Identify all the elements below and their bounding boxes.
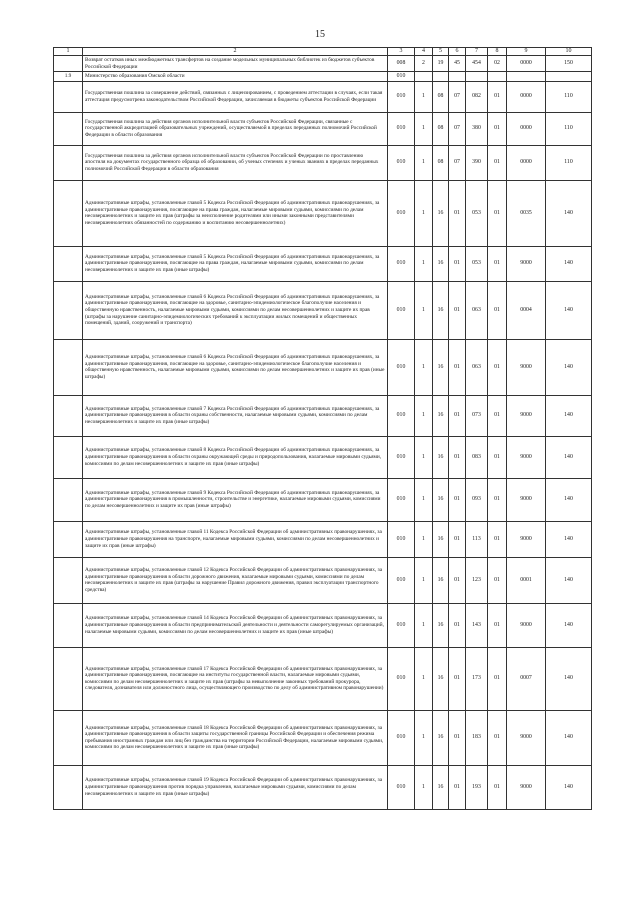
code-cell-6: 01 xyxy=(449,180,466,246)
code-cell-5: 16 xyxy=(433,647,449,710)
code-cell-7: 073 xyxy=(466,395,488,436)
code-cell-4: 1 xyxy=(415,339,433,395)
code-cell-7 xyxy=(466,72,488,82)
row-index-cell xyxy=(54,56,83,72)
code-cell-8: 01 xyxy=(488,246,507,281)
code-cell-10: 140 xyxy=(546,603,592,647)
table-row xyxy=(54,56,592,72)
code-cell-4: 1 xyxy=(415,647,433,710)
header-cell: 1 xyxy=(54,48,83,56)
code-cell-9 xyxy=(507,72,546,82)
row-description-cell: Административные штрафы, установленные главой 8 Кодекса Российской Федерации об административных правонарушениях, за административные правонарушения в области охраны окружающей среды и природопользования, налагаемые мировыми судьями, комиссиями по делам несовершеннолетних и защите их прав (иные штрафы) xyxy=(83,436,388,478)
row-index-cell xyxy=(54,112,83,145)
code-cell-5: 16 xyxy=(433,710,449,765)
row-index-cell xyxy=(54,603,83,647)
code-cell-10: 140 xyxy=(546,180,592,246)
code-cell-8 xyxy=(488,72,507,82)
code-cell-8: 01 xyxy=(488,81,507,112)
code-cell-3: 010 xyxy=(388,72,415,82)
table-row xyxy=(54,478,592,521)
code-cell-10: 140 xyxy=(546,436,592,478)
table-header-row xyxy=(54,48,592,56)
row-description-cell: Административные штрафы, установленные главой 6 Кодекса Российской Федерации об административных правонарушениях, за административные правонарушения, посягающие на здоровье, санитарно-эпидемиологическое благополучие населения и общественную нравственность, налагаемые мировыми судьями, комиссиями по делам несовершеннолетних и защите их прав (иные штрафы) xyxy=(83,339,388,395)
table-row xyxy=(54,436,592,478)
code-cell-4: 1 xyxy=(415,478,433,521)
header-cell: 3 xyxy=(388,48,415,56)
row-description-cell: Административные штрафы, установленные главой 5 Кодекса Российской Федерации об административных правонарушениях, за административные правонарушения, посягающие на права граждан, налагаемые мировыми судьями, комиссиями по делам несовершеннолетних и защите их прав (штрафы за неисполнение родителями или иными законными представителями несовершеннолетних обязанностей по содержанию и воспитанию несовершеннолетних) xyxy=(83,180,388,246)
code-cell-7: 183 xyxy=(466,710,488,765)
code-cell-9: 0007 xyxy=(507,647,546,710)
code-cell-9: 9000 xyxy=(507,603,546,647)
row-index-cell xyxy=(54,647,83,710)
code-cell-7: 083 xyxy=(466,436,488,478)
code-cell-9: 0001 xyxy=(507,557,546,603)
code-cell-7: 053 xyxy=(466,246,488,281)
code-cell-6: 01 xyxy=(449,710,466,765)
table-row xyxy=(54,603,592,647)
code-cell-7: 053 xyxy=(466,180,488,246)
row-description-cell: Административные штрафы, установленные главой 5 Кодекса Российской Федерации об административных правонарушениях, за административные правонарушения, посягающие на права граждан, налагаемые мировыми судьями, комиссиями по делам несовершеннолетних и защите их прав (иные штрафы) xyxy=(83,246,388,281)
row-index-cell xyxy=(54,339,83,395)
code-cell-8: 01 xyxy=(488,647,507,710)
page-number: 15 xyxy=(315,29,325,40)
code-cell-4 xyxy=(415,72,433,82)
code-cell-6: 01 xyxy=(449,395,466,436)
code-cell-5: 19 xyxy=(433,56,449,72)
code-cell-8: 01 xyxy=(488,180,507,246)
code-cell-10: 110 xyxy=(546,81,592,112)
code-cell-10: 110 xyxy=(546,112,592,145)
table-row xyxy=(54,647,592,710)
row-description-cell: Административные штрафы, установленные главой 9 Кодекса Российской Федерации об административных правонарушениях, за административные правонарушения в промышленности, строительстве и энергетике, налагаемые мировыми судьями, комиссиями по делам несовершеннолетних и защите их прав (иные штрафы) xyxy=(83,478,388,521)
code-cell-7: 143 xyxy=(466,603,488,647)
row-description-cell: Административные штрафы, установленные главой 14 Кодекса Российской Федерации об административных правонарушениях, за административные правонарушения в области предпринимательской деятельности и деятельности саморегулируемых организаций, налагаемые мировыми судьями, комиссиями по делам несовершеннолетних и защите их прав (иные штрафы) xyxy=(83,603,388,647)
code-cell-3: 010 xyxy=(388,521,415,557)
code-cell-5: 08 xyxy=(433,81,449,112)
code-cell-4: 1 xyxy=(415,180,433,246)
code-cell-9: 9000 xyxy=(507,521,546,557)
code-cell-3: 010 xyxy=(388,647,415,710)
code-cell-9: 0000 xyxy=(507,112,546,145)
code-cell-3: 010 xyxy=(388,603,415,647)
code-cell-3: 010 xyxy=(388,710,415,765)
code-cell-9: 0035 xyxy=(507,180,546,246)
table-row xyxy=(54,339,592,395)
code-cell-6: 01 xyxy=(449,478,466,521)
code-cell-8: 01 xyxy=(488,557,507,603)
code-cell-4: 1 xyxy=(415,436,433,478)
row-description-cell: Административные штрафы, установленные главой 18 Кодекса Российской Федерации об административных правонарушениях, за административные правонарушения в области защиты государственной границы Российской Федерации и обеспечения режима пребывания иностранных граждан или лиц без гражданства на территории Российской Федерации, налагаемые мировыми судьями, комиссиями по делам несовершеннолетних и защите их прав (иные штрафы) xyxy=(83,710,388,765)
header-cell: 8 xyxy=(488,48,507,56)
code-cell-10: 140 xyxy=(546,246,592,281)
row-description-cell: Государственная пошлина за совершение действий, связанных с лицензированием, с проведением аттестации в случаях, если такая аттестация предусмотрена законодательством Российской Федерации, зачисляемая в бюджеты субъектов Российской Федерации xyxy=(83,81,388,112)
code-cell-4: 1 xyxy=(415,557,433,603)
code-cell-9: 9000 xyxy=(507,339,546,395)
code-cell-9: 9000 xyxy=(507,765,546,809)
code-cell-3: 010 xyxy=(388,478,415,521)
table-row xyxy=(54,72,592,82)
code-cell-5: 16 xyxy=(433,557,449,603)
code-cell-10: 140 xyxy=(546,521,592,557)
code-cell-9: 0000 xyxy=(507,81,546,112)
code-cell-9: 0004 xyxy=(507,281,546,339)
table-row xyxy=(54,521,592,557)
code-cell-5: 16 xyxy=(433,339,449,395)
code-cell-6: 45 xyxy=(449,56,466,72)
code-cell-6: 01 xyxy=(449,521,466,557)
row-index-cell xyxy=(54,281,83,339)
code-cell-10: 140 xyxy=(546,765,592,809)
row-index-cell xyxy=(54,145,83,180)
code-cell-10: 140 xyxy=(546,395,592,436)
row-index-cell xyxy=(54,436,83,478)
header-cell: 7 xyxy=(466,48,488,56)
row-index-cell xyxy=(54,521,83,557)
code-cell-8: 01 xyxy=(488,145,507,180)
table-row xyxy=(54,765,592,809)
code-cell-9: 9000 xyxy=(507,478,546,521)
code-cell-6: 01 xyxy=(449,246,466,281)
code-cell-9: 9000 xyxy=(507,246,546,281)
code-cell-4: 1 xyxy=(415,112,433,145)
row-description-cell: Административные штрафы, установленные главой 17 Кодекса Российской Федерации об административных правонарушениях, за административные правонарушения, посягающие на институты государственной власти, налагаемые мировыми судьями, комиссиями по делам несовершеннолетних и защите их прав (штрафы за невыполнение законных требований прокурора, следователя, дознавателя или должностного лица, осуществляющего производство по делу об административном правонарушении) xyxy=(83,647,388,710)
row-index-cell xyxy=(54,478,83,521)
row-description-cell: Административные штрафы, установленные главой 6 Кодекса Российской Федерации об административных правонарушениях, за административные правонарушения, посягающие на здоровье, санитарно-эпидемиологическое благополучие населения и общественную нравственность, налагаемые мировыми судьями, комиссиями по делам несовершеннолетних и защите их прав (штрафы за нарушение санитарно-эпидемиологических требований к эксплуатации жилых помещений и общественных помещений, зданий, сооружений и транспорта) xyxy=(83,281,388,339)
table-row xyxy=(54,81,592,112)
table-row xyxy=(54,557,592,603)
code-cell-8: 01 xyxy=(488,710,507,765)
code-cell-8: 02 xyxy=(488,56,507,72)
code-cell-3: 010 xyxy=(388,395,415,436)
code-cell-4: 1 xyxy=(415,395,433,436)
row-index-cell: 1.9 xyxy=(54,72,83,82)
code-cell-10: 140 xyxy=(546,478,592,521)
code-cell-6: 07 xyxy=(449,145,466,180)
code-cell-5: 16 xyxy=(433,281,449,339)
code-cell-7: 173 xyxy=(466,647,488,710)
code-cell-4: 1 xyxy=(415,281,433,339)
code-cell-4: 1 xyxy=(415,521,433,557)
code-cell-7: 380 xyxy=(466,112,488,145)
row-description-cell: Государственная пошлина за действия органов исполнительной власти субъектов Российской Федерации по проставлению апостиля на документах государственного образца об образовании, об ученых степенях и ученых званиях в пределах переданных полномочий Российской Федерации в области образования xyxy=(83,145,388,180)
code-cell-5: 16 xyxy=(433,478,449,521)
code-cell-6: 07 xyxy=(449,112,466,145)
row-index-cell xyxy=(54,710,83,765)
code-cell-5: 16 xyxy=(433,395,449,436)
code-cell-3: 010 xyxy=(388,180,415,246)
code-cell-9: 0000 xyxy=(507,145,546,180)
code-cell-5: 08 xyxy=(433,145,449,180)
code-cell-8: 01 xyxy=(488,112,507,145)
code-cell-3: 008 xyxy=(388,56,415,72)
code-cell-7: 454 xyxy=(466,56,488,72)
code-cell-10: 140 xyxy=(546,339,592,395)
code-cell-6: 01 xyxy=(449,339,466,395)
header-cell: 6 xyxy=(449,48,466,56)
header-cell: 9 xyxy=(507,48,546,56)
code-cell-9: 9000 xyxy=(507,710,546,765)
code-cell-4: 1 xyxy=(415,710,433,765)
code-cell-5: 08 xyxy=(433,112,449,145)
code-cell-3: 010 xyxy=(388,81,415,112)
header-cell: 10 xyxy=(546,48,592,56)
code-cell-3: 010 xyxy=(388,145,415,180)
table-row xyxy=(54,180,592,246)
code-cell-4: 2 xyxy=(415,56,433,72)
table-row xyxy=(54,246,592,281)
code-cell-10: 140 xyxy=(546,281,592,339)
code-cell-8: 01 xyxy=(488,281,507,339)
code-cell-8: 01 xyxy=(488,478,507,521)
row-index-cell xyxy=(54,395,83,436)
code-cell-8: 01 xyxy=(488,603,507,647)
code-cell-7: 193 xyxy=(466,765,488,809)
code-cell-4: 1 xyxy=(415,246,433,281)
code-cell-3: 010 xyxy=(388,765,415,809)
code-cell-10: 140 xyxy=(546,647,592,710)
code-cell-8: 01 xyxy=(488,521,507,557)
row-index-cell xyxy=(54,180,83,246)
code-cell-10: 140 xyxy=(546,710,592,765)
row-index-cell xyxy=(54,246,83,281)
code-cell-4: 1 xyxy=(415,145,433,180)
revenue-table xyxy=(53,47,592,810)
code-cell-10 xyxy=(546,72,592,82)
code-cell-8: 01 xyxy=(488,339,507,395)
code-cell-9: 0000 xyxy=(507,56,546,72)
code-cell-7: 123 xyxy=(466,557,488,603)
row-description-cell: Министерство образования Омской области xyxy=(83,72,388,82)
code-cell-9: 9000 xyxy=(507,395,546,436)
code-cell-5: 16 xyxy=(433,246,449,281)
code-cell-7: 390 xyxy=(466,145,488,180)
code-cell-5: 16 xyxy=(433,765,449,809)
code-cell-6: 07 xyxy=(449,81,466,112)
code-cell-5: 16 xyxy=(433,521,449,557)
row-index-cell xyxy=(54,765,83,809)
code-cell-10: 110 xyxy=(546,145,592,180)
code-cell-5: 16 xyxy=(433,436,449,478)
row-description-cell: Административные штрафы, установленные главой 7 Кодекса Российской Федерации об административных правонарушениях, за административные правонарушения в области охраны собственности, налагаемые мировыми судьями, комиссиями по делам несовершеннолетних и защите их прав (иные штрафы) xyxy=(83,395,388,436)
code-cell-3: 010 xyxy=(388,436,415,478)
code-cell-7: 063 xyxy=(466,281,488,339)
code-cell-5: 16 xyxy=(433,603,449,647)
code-cell-3: 010 xyxy=(388,246,415,281)
code-cell-5 xyxy=(433,72,449,82)
code-cell-3: 010 xyxy=(388,281,415,339)
code-cell-3: 010 xyxy=(388,557,415,603)
code-cell-4: 1 xyxy=(415,765,433,809)
row-description-cell: Административные штрафы, установленные главой 11 Кодекса Российской Федерации об административных правонарушениях, за административные правонарушения на транспорте, налагаемые мировыми судьями, комиссиями по делам несовершеннолетних и защите их прав (иные штрафы) xyxy=(83,521,388,557)
code-cell-5: 16 xyxy=(433,180,449,246)
row-description-cell: Возврат остатков иных межбюджетных трансфертов на создание модельных муниципальных библиотек из бюджетов субъектов Российской Федерации xyxy=(83,56,388,72)
header-cell: 5 xyxy=(433,48,449,56)
row-description-cell: Административные штрафы, установленные главой 19 Кодекса Российской Федерации об административных правонарушениях, за административные правонарушения против порядка управления, налагаемые мировыми судьями, комиссиями по делам несовершеннолетних и защите их прав (иные штрафы) xyxy=(83,765,388,809)
header-cell: 2 xyxy=(83,48,388,56)
code-cell-6: 01 xyxy=(449,765,466,809)
code-cell-7: 113 xyxy=(466,521,488,557)
code-cell-8: 01 xyxy=(488,765,507,809)
row-index-cell xyxy=(54,557,83,603)
code-cell-4: 1 xyxy=(415,81,433,112)
table-row xyxy=(54,145,592,180)
code-cell-8: 01 xyxy=(488,436,507,478)
row-description-cell: Административные штрафы, установленные главой 12 Кодекса Российской Федерации об административных правонарушениях, за административные правонарушения в области дорожного движения, налагаемые мировыми судьями, комиссиями по делам несовершеннолетних и защите их прав (штрафы за нарушение Правил дорожного движения, правил эксплуатации транспортного средства) xyxy=(83,557,388,603)
code-cell-7: 063 xyxy=(466,339,488,395)
table-row xyxy=(54,112,592,145)
code-cell-6: 01 xyxy=(449,281,466,339)
row-description-cell: Государственная пошлина за действия органов исполнительной власти субъектов Российской Федерации, связанные с государственной аккредитацией образовательных учреждений, осуществляемой в пределах переданных полномочий Российской Федерации в области образования xyxy=(83,112,388,145)
row-index-cell xyxy=(54,81,83,112)
code-cell-9: 9000 xyxy=(507,436,546,478)
table-row xyxy=(54,710,592,765)
code-cell-6 xyxy=(449,72,466,82)
code-cell-10: 140 xyxy=(546,557,592,603)
code-cell-7: 093 xyxy=(466,478,488,521)
code-cell-8: 01 xyxy=(488,395,507,436)
table-row xyxy=(54,395,592,436)
header-cell: 4 xyxy=(415,48,433,56)
code-cell-6: 01 xyxy=(449,436,466,478)
code-cell-6: 01 xyxy=(449,557,466,603)
code-cell-3: 010 xyxy=(388,339,415,395)
code-cell-6: 01 xyxy=(449,603,466,647)
code-cell-6: 01 xyxy=(449,647,466,710)
code-cell-3: 010 xyxy=(388,112,415,145)
code-cell-7: 082 xyxy=(466,81,488,112)
table-row xyxy=(54,281,592,339)
code-cell-4: 1 xyxy=(415,603,433,647)
code-cell-10: 150 xyxy=(546,56,592,72)
